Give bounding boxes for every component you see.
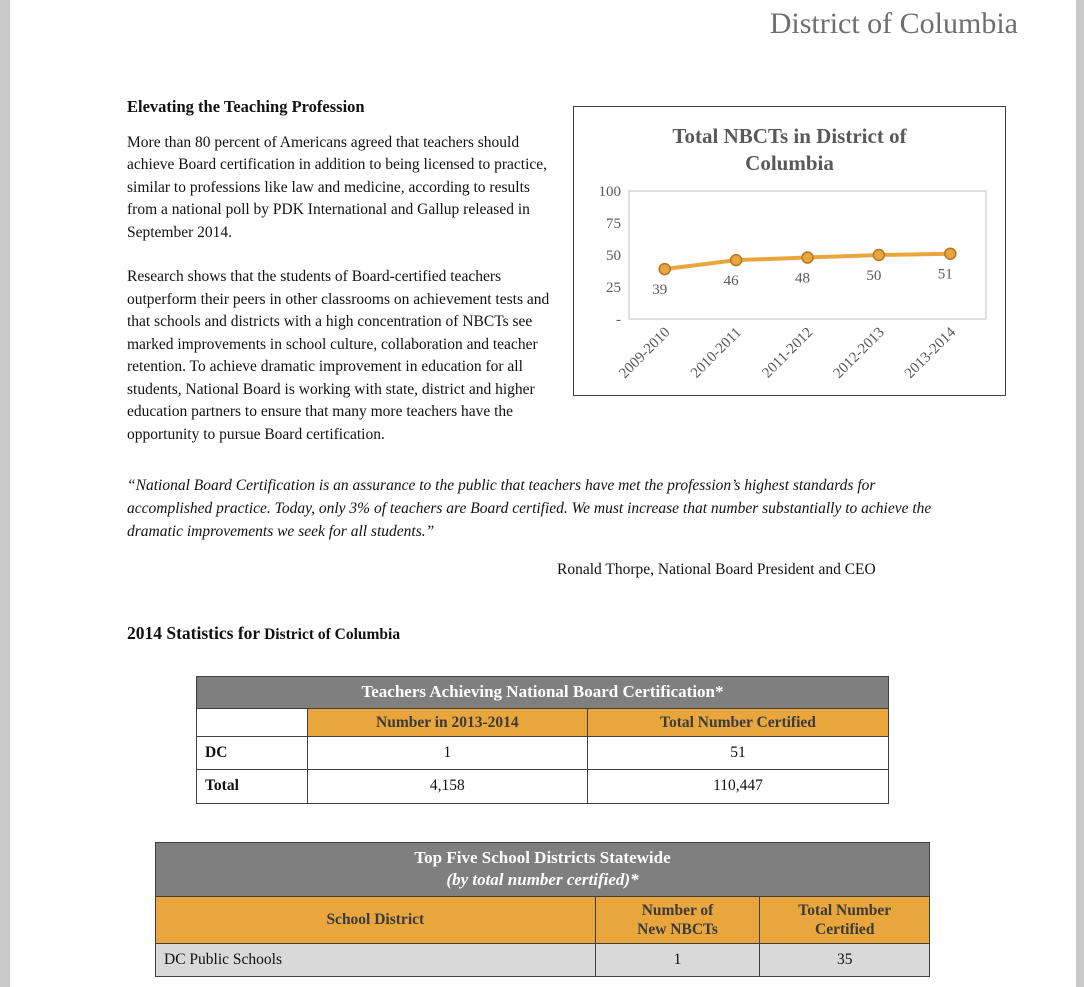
table-header-row bbox=[156, 896, 930, 943]
svg-text:25: 25 bbox=[606, 280, 621, 296]
report-sheet bbox=[10, 0, 1076, 987]
cell-new: 1 bbox=[307, 736, 587, 770]
report-content bbox=[127, 96, 960, 977]
svg-text:2009-2010: 2009-2010 bbox=[616, 324, 674, 382]
table-title-row bbox=[197, 677, 889, 709]
table-title-row bbox=[156, 842, 930, 896]
row-label: DC bbox=[197, 736, 308, 770]
article-heading: Elevating the Teaching Profession bbox=[127, 97, 365, 116]
column-header-total-line2: Certified bbox=[815, 920, 875, 938]
svg-text:75: 75 bbox=[606, 216, 621, 232]
svg-text:2012-2013: 2012-2013 bbox=[830, 324, 888, 382]
paragraph-poll: More than 80 percent of Americans agreed that teachers should achieve Board certification in addition to being licensed to practice, similar to professions like law and medicine, according to results from a national poll by PDK International and Gallup released in September 2014. bbox=[127, 133, 548, 241]
svg-text:2011-2012: 2011-2012 bbox=[759, 324, 817, 382]
page-title: District of Columbia bbox=[769, 7, 1018, 40]
column-header-new bbox=[595, 896, 760, 943]
column-header-district: School District bbox=[156, 896, 596, 943]
cell-new: 1 bbox=[595, 943, 760, 977]
column-header-total: Total Number Certified bbox=[587, 708, 888, 736]
top-districts-table bbox=[155, 842, 930, 978]
column-header-new: Number in 2013-2014 bbox=[307, 708, 587, 736]
svg-text:100: 100 bbox=[598, 185, 621, 200]
cell-total: 51 bbox=[587, 736, 888, 770]
blank-header-cell bbox=[197, 708, 308, 736]
column-header-total bbox=[760, 896, 930, 943]
stats-heading-prefix: 2014 Statistics for bbox=[127, 622, 261, 643]
svg-text:50: 50 bbox=[606, 248, 621, 264]
stats-heading bbox=[127, 622, 942, 647]
svg-text:51: 51 bbox=[937, 266, 953, 283]
cell-total: 35 bbox=[760, 943, 930, 977]
nbct-chart-box bbox=[573, 106, 1006, 396]
column-header-new-line1: Number of bbox=[641, 901, 714, 919]
table-row bbox=[197, 736, 889, 770]
svg-text:2010-2011: 2010-2011 bbox=[688, 324, 745, 382]
certification-table bbox=[196, 676, 889, 804]
cell-total: 110,447 bbox=[587, 770, 888, 804]
svg-text:39: 39 bbox=[652, 282, 668, 299]
svg-text:-: - bbox=[616, 312, 621, 328]
cell-district: DC Public Schools bbox=[156, 943, 596, 977]
column-header-total-line1: Total Number bbox=[798, 901, 892, 919]
svg-text:48: 48 bbox=[795, 270, 810, 287]
table-row bbox=[197, 770, 889, 804]
certification-table-title: Teachers Achieving National Board Certification* bbox=[197, 677, 889, 709]
table-header-row bbox=[197, 708, 889, 736]
table-row bbox=[156, 943, 930, 977]
svg-text:2013-2014: 2013-2014 bbox=[901, 324, 960, 382]
stats-heading-state: District of Columbia bbox=[264, 625, 401, 643]
table-title-line1: Top Five School Districts Statewide bbox=[414, 847, 671, 867]
cell-new: 4,158 bbox=[307, 770, 587, 804]
column-header-new-line2: New NBCTs bbox=[637, 920, 718, 938]
svg-text:46: 46 bbox=[723, 273, 739, 290]
table-title-line2: (by total number certified)* bbox=[446, 870, 639, 889]
paragraph-research: Research shows that the students of Board-certified teachers outperform their peers in other classrooms on achievement tests and that schools and districts with a high concentration of NBCTs see marked improvements in school culture, collaboration and teacher retention. To achieve dramatic improvement in education for all students, National Board is working with state, district and higher education partners to ensure that many more teachers have the opportunity to pursue Board certification. bbox=[127, 268, 550, 443]
quote-attribution: Ronald Thorpe, National Board President and CEO bbox=[557, 561, 876, 578]
row-label: Total bbox=[197, 770, 308, 804]
nbct-line-chart bbox=[574, 185, 1005, 389]
chart-title: Total NBCTs in District of Columbia bbox=[672, 124, 907, 175]
president-quote: “National Board Certification is an assurance to the public that teachers have met the profession’s highest standards for accomplished practice. Today, only 3% of teachers are Board certified. We must increase that number substantially to achieve the dramatic improvements we seek for all students.” bbox=[127, 477, 932, 540]
top-districts-table-title bbox=[156, 842, 930, 896]
svg-text:50: 50 bbox=[866, 268, 882, 284]
